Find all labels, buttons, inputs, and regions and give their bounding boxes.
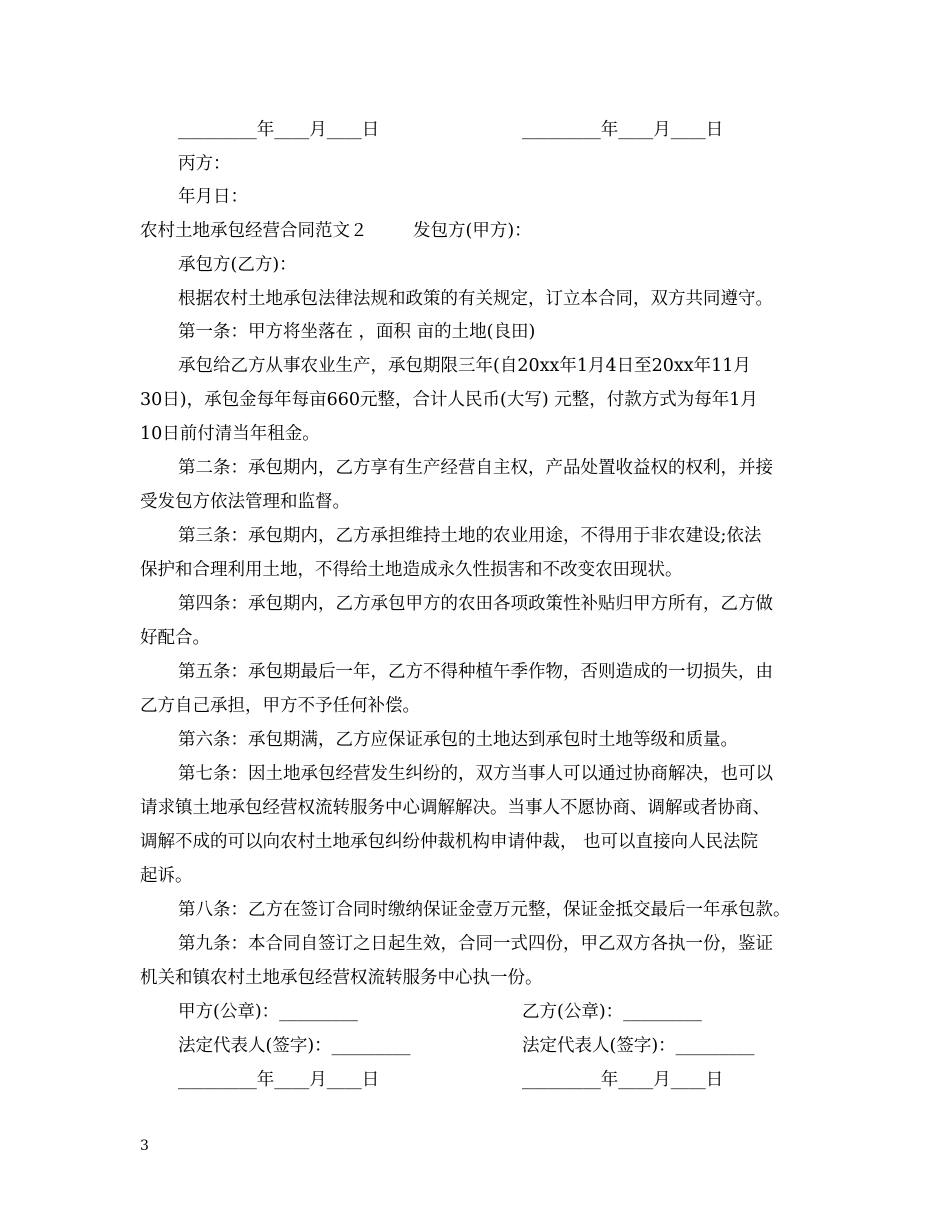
- paragraph-line: 第八条：乙方在签订合同时缴纳保证金壹万元整，保证金抵交最后一年承包款。: [178, 900, 791, 920]
- rep-a-signature: 法定代表人(签字)：_________: [178, 1036, 411, 1056]
- paragraph-line: 第五条：承包期最后一年，乙方不得种植午季作物，否则造成的一切损失，由: [178, 662, 773, 682]
- paragraph-line: 第七条：因土地承包经营发生纠纷的，双方当事人可以通过协商解决，也可以: [178, 764, 773, 784]
- page-number: 3: [140, 1138, 149, 1154]
- contractor-label: 承包方(乙方)：: [178, 255, 297, 275]
- ymd-label: 年月日：: [178, 187, 248, 207]
- paragraph-line: 30日)，承包金每年每亩660元整，合计人民币(大写) 元整，付款方式为每年1月: [140, 390, 758, 410]
- paragraph-line: 第三条：承包期内，乙方承担维持土地的农业用途，不得用于非农建设;依法: [178, 526, 762, 546]
- paragraph-line: 受发包方依法管理和监督。: [140, 492, 350, 512]
- party-b-seal: 乙方(公章)：_________: [522, 1002, 702, 1022]
- paragraph-line: 起诉。: [140, 866, 193, 886]
- paragraph-line: 10日前付清当年租金。: [140, 424, 320, 444]
- rep-b-signature: 法定代表人(签字)：_________: [522, 1036, 755, 1056]
- date-line-left: _________年____月____日: [178, 120, 380, 140]
- paragraph-line: 调解不成的可以向农村土地承包纠纷仲裁机构申请仲裁， 也可以直接向人民法院: [140, 832, 759, 852]
- party-a-seal: 甲方(公章)：_________: [178, 1002, 358, 1022]
- paragraph-line: 第一条：甲方将坐落在 ，面积 亩的土地(良田): [178, 322, 536, 342]
- paragraph-line: 机关和镇农村土地承包经营权流转服务中心执一份。: [140, 968, 543, 988]
- paragraph-line: 第六条：承包期满，乙方应保证承包的土地达到承包时土地等级和质量。: [178, 730, 738, 750]
- sign-date-left: _________年____月____日: [178, 1070, 380, 1090]
- date-line-right: _________年____月____日: [522, 120, 724, 140]
- doc-title: 农村土地承包经营合同范文２: [140, 221, 368, 241]
- sign-date-right: _________年____月____日: [522, 1070, 724, 1090]
- paragraph-line: 根据农村土地承包法律法规和政策的有关规定，订立本合同，双方共同遵守。: [178, 289, 773, 309]
- paragraph-line: 保护和合理利用土地，不得给土地造成永久性损害和不改变农田现状。: [140, 560, 683, 580]
- paragraph-line: 第二条：承包期内，乙方享有生产经营自主权，产品处置收益权的权利，并接: [178, 458, 773, 478]
- paragraph-line: 请求镇土地承包经营权流转服务中心调解解决。当事人不愿协商、调解或者协商、: [140, 798, 770, 818]
- party-c-label: 丙方：: [178, 154, 231, 174]
- paragraph-line: 承包给乙方从事农业生产，承包期限三年(自20xx年1月4日至20xx年11月: [178, 356, 751, 376]
- paragraph-line: 第九条：本合同自签订之日起生效，合同一式四份，甲乙双方各执一份，鉴证: [178, 934, 773, 954]
- paragraph-line: 好配合。: [140, 628, 210, 648]
- issuer-label: 发包方(甲方)：: [413, 221, 532, 241]
- paragraph-line: 乙方自己承担，甲方不予任何补偿。: [140, 696, 420, 716]
- paragraph-line: 第四条：承包期内，乙方承包甲方的农田各项政策性补贴归甲方所有，乙方做: [178, 594, 773, 614]
